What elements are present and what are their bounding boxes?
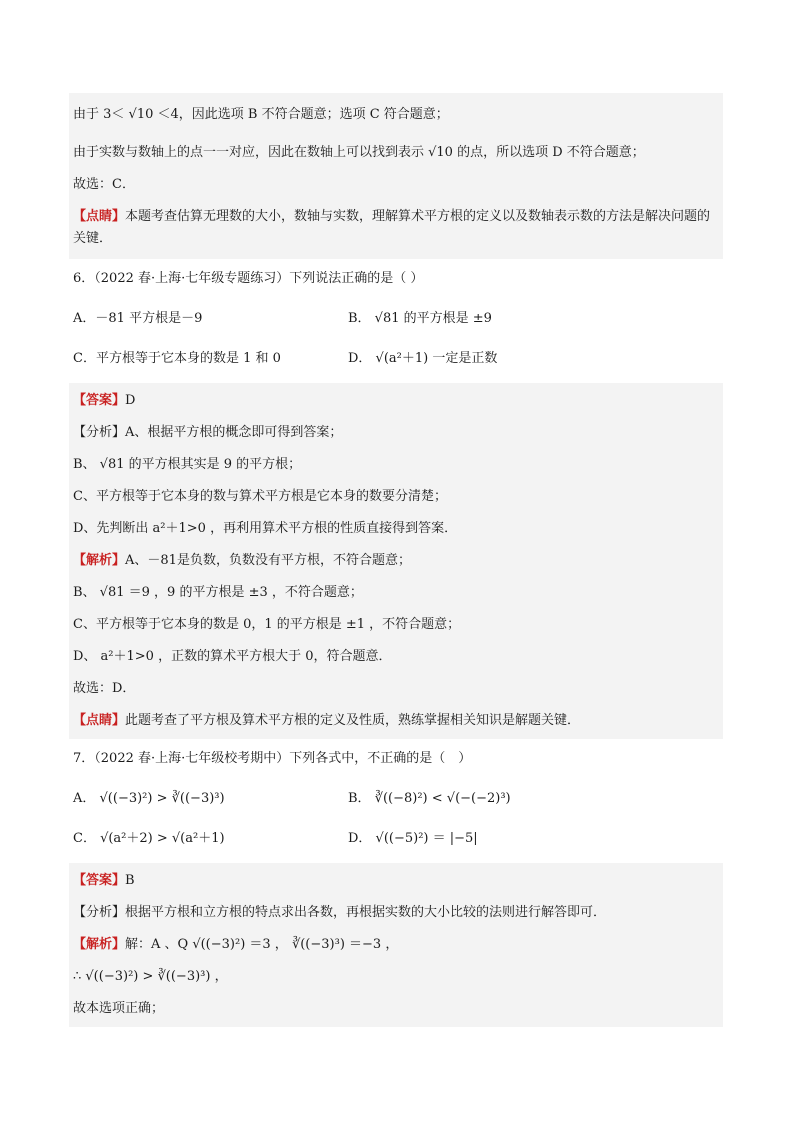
solution-text: A、－81是负数，负数没有平方根，不符合题意； [125,553,411,568]
q7-option-c: C． √(a²＋2) > √(a²＋1) [73,831,225,846]
analysis-line: C、平方根等于它本身的数与算术平方根是它本身的数要分清楚； [73,489,447,504]
analysis-text: 根据平方根和立方根的特点求出各数，再根据实数的大小比较的法则进行解答即可． [125,905,607,920]
analysis-tag: 【分析】 [73,425,126,440]
solution-block-q5 [69,93,723,259]
analysis-line [69,417,723,449]
dianjing-line [69,201,723,255]
solution-line: 故选：D． [73,681,136,696]
dianjing-line [69,705,723,737]
q6-option-a: A．－81 平方根是－9 [73,311,203,326]
dianjing-tag: 【点睛】 [73,209,126,224]
q6-option-c: C．平方根等于它本身的数是 1 和 0 [73,351,281,366]
solution-line [69,929,723,961]
text-line: 由于 3＜ √10 ＜4，因此选项 B 不符合题意；选项 C 符合题意； [73,107,449,122]
q6-option-b: B． √81 的平方根是 ±9 [348,311,492,326]
analysis-tag: 【分析】 [73,905,126,920]
question-7-stem: 7．（2022 春·上海·七年级校考期中）下列各式中，不正确的是（ ） [73,751,472,766]
answer-value: B [125,873,135,888]
dianjing-text: 本题考查估算无理数的大小，数轴与实数，理解算术平方根的定义以及数轴表示数的方法是解决问题的关键． [73,209,711,246]
analysis-line: D、先判断出 a²＋1>0 ，再利用算术平方根的性质直接得到答案． [73,521,458,536]
solution-block-q6 [69,383,723,739]
text-line: 由于实数与数轴上的点一一对应，因此在数轴上可以找到表示 √10 的点，所以选项 D 不符合题意； [73,145,645,160]
q6-options-row-1 [69,303,723,335]
solution-tag: 【解析】 [73,553,126,568]
q6-option-d: D． √(a²＋1) 一定是正数 [348,351,498,366]
solution-line: ∴ √((−3)²) > ∛((−3)³) ， [73,969,228,984]
q7-option-b: B． ∛((−8)²) < √(−(−2)³) [348,791,511,806]
dianjing-tag: 【点睛】 [73,713,126,728]
answer-tag: 【答案】 [73,873,126,888]
analysis-line [69,897,723,929]
question-6-stem: 6．（2022 春·上海·七年级专题练习）下列说法正确的是（ ） [73,271,424,286]
answer-line [69,385,723,417]
analysis-line: B、 √81 的平方根其实是 9 的平方根； [73,457,302,472]
answer-line [69,865,723,897]
answer-value: D [125,393,136,408]
q7-option-a: A． √((−3)²) > ∛((−3)³) [73,791,225,806]
q6-options-row-2 [69,343,723,375]
solution-line [69,545,723,577]
text-line: 故选：C． [73,177,135,192]
analysis-text: A、根据平方根的概念即可得到答案； [125,425,343,440]
solution-block-q7 [69,863,723,1027]
solution-line: D、 a²＋1>0 ，正数的算术平方根大于 0，符合题意． [73,649,392,664]
solution-text: 解：A 、Q √((−3)²) ＝3 ， ∛((−3)³) ＝−3 ， [125,937,399,952]
solution-line: B、 √81 ＝9 ，9 的平方根是 ±3 ，不符合题意； [73,585,363,600]
q7-options-row-2 [69,823,723,855]
solution-tag: 【解析】 [73,937,126,952]
solution-line: C、平方根等于它本身的数是 0，1 的平方根是 ±1 ，不符合题意； [73,617,461,632]
q7-options-row-1 [69,783,723,815]
dianjing-text: 此题考查了平方根及算术平方根的定义及性质，熟练掌握相关知识是解题关键． [125,713,581,728]
solution-line: 故本选项正确； [73,1001,165,1016]
answer-tag: 【答案】 [73,393,126,408]
q7-option-d: D． √((−5)²) ＝ |−5| [348,831,478,846]
document-page [69,93,723,1027]
